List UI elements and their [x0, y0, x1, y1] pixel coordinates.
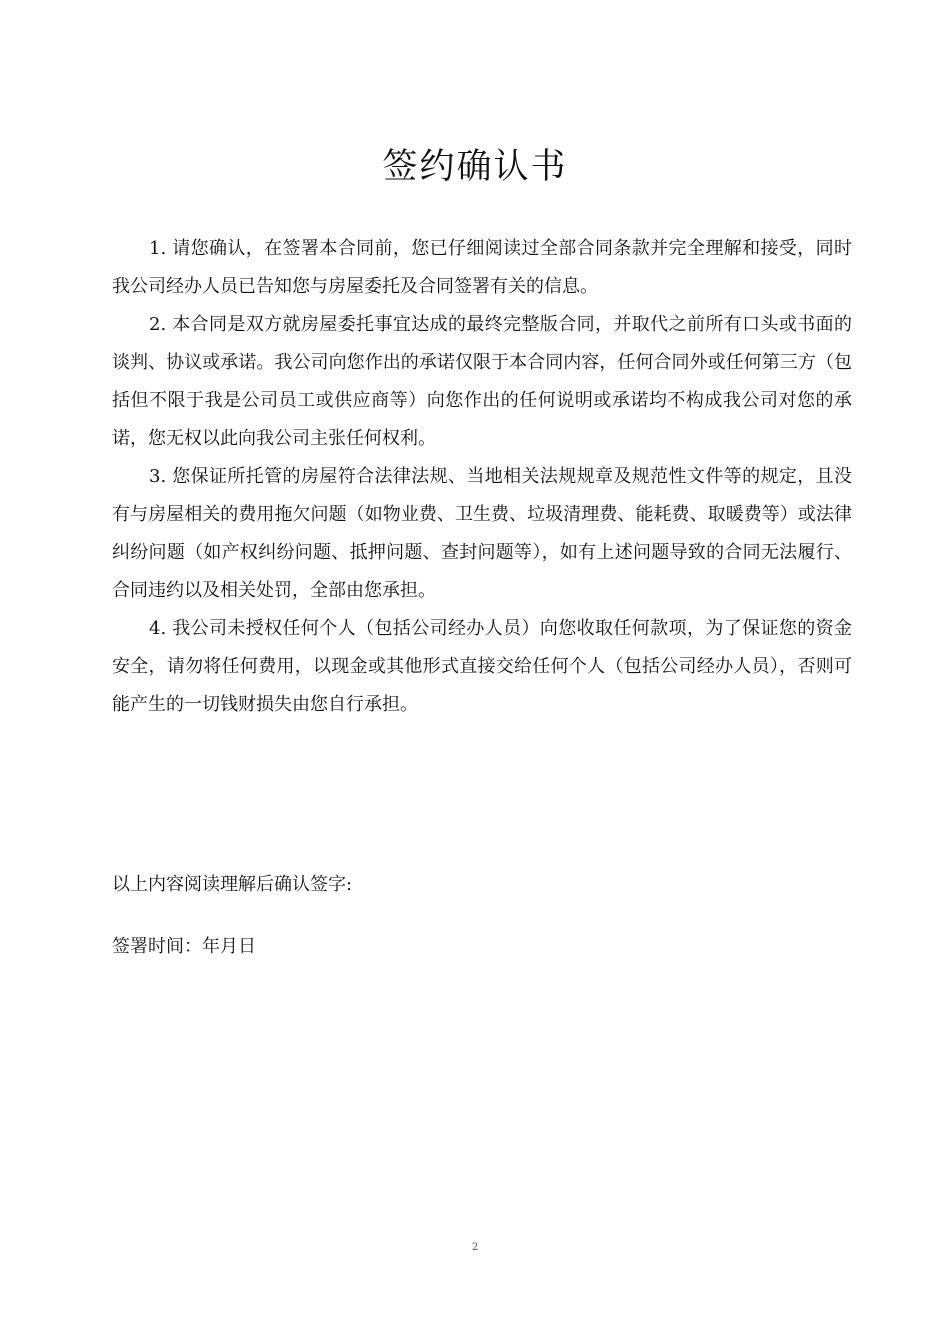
page-number: 2 [471, 1242, 479, 1253]
clause-4: 4. 我公司未授权任何个人（包括公司经办人员）向您收取任何款项，为了保证您的资金安全，请勿将任何费用，以现金或其他形式直接交给任何个人（包括公司经办人员），否则可能产生的一切钱财损失由您自行承担。 [112, 618, 852, 715]
document-title: 签约确认书 [382, 147, 568, 187]
sign-date-label: 签署时间：年月日 [112, 936, 256, 957]
signature-confirm-label: 以上内容阅读理解后确认签字: [112, 874, 353, 895]
clause-3: 3. 您保证所托管的房屋符合法律法规、当地相关法规规章及规范性文件等的规定，且没有与房屋相关的费用拖欠问题（如物业费、卫生费、垃圾清理费、能耗费、取暖费等）或法律纠纷问题（如产权纠纷问题、抵押问题、查封问题等），如有上述问题导致的合同无法履行、合同违约以及相关处罚，全部由您承担。 [112, 466, 852, 601]
clause-1: 1. 请您确认，在签署本合同前，您已仔细阅读过全部合同条款并完全理解和接受，同时我公司经办人员已告知您与房屋委托及合同签署有关的信息。 [112, 238, 852, 297]
document-body [112, 230, 852, 724]
clause-2: 2. 本合同是双方就房屋委托事宜达成的最终完整版合同，并取代之前所有口头或书面的谈判、协议或承诺。我公司向您作出的承诺仅限于本合同内容，任何合同外或任何第三方（包括但不限于我是公司员工或供应商等）向您作出的任何说明或承诺均不构成我公司对您的承诺，您无权以此向我公司主张任何权利。 [112, 314, 852, 449]
